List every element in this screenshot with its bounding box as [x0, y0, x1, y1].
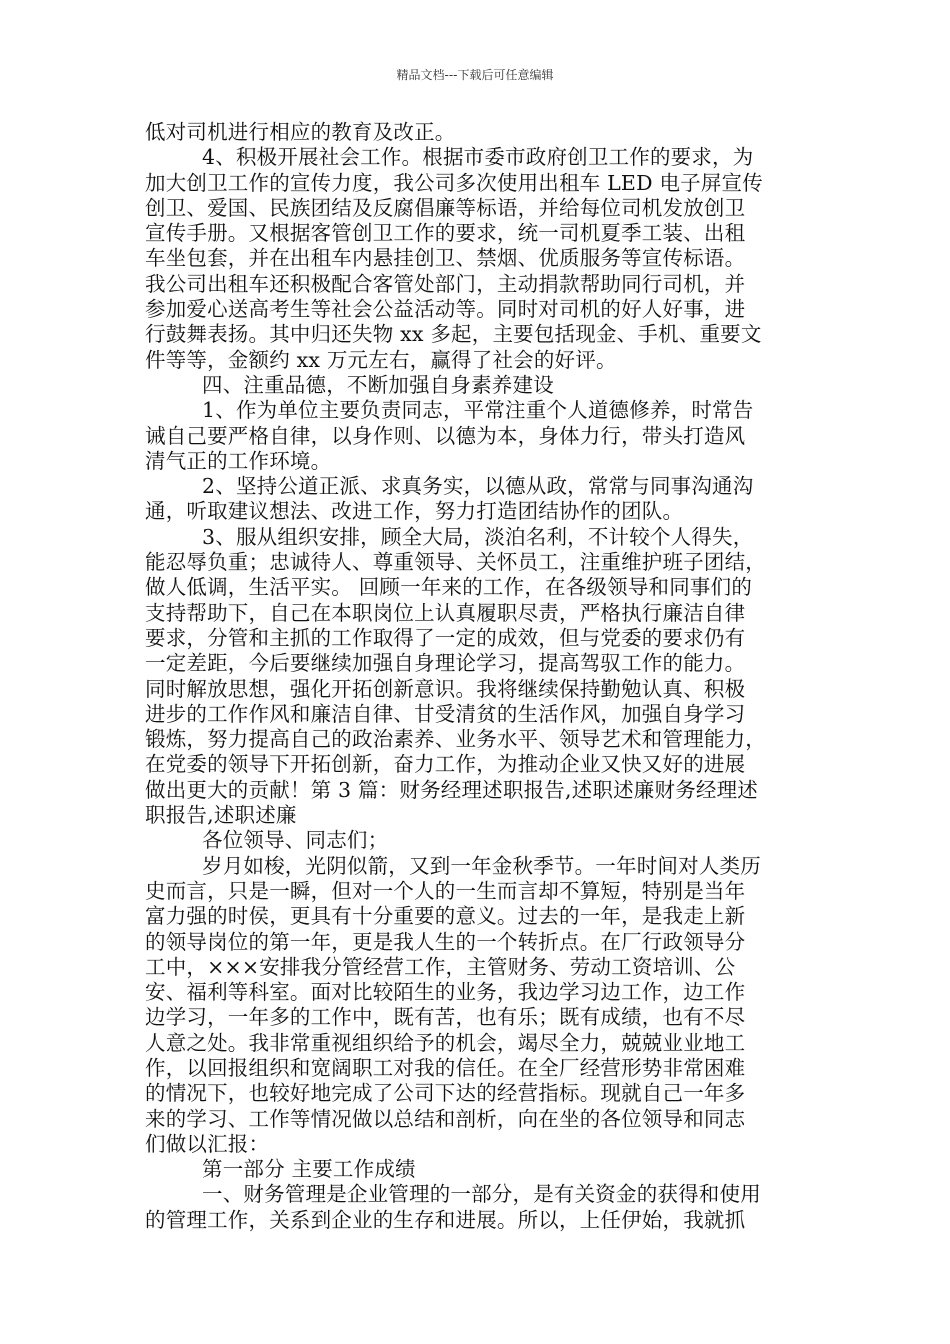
text-line: 工中，×××安排我分管经营工作，主管财务、劳动工资培训、公 [145, 954, 736, 979]
text-line: 1、作为单位主要负责同志，平常注重个人道德修养，时常告 [202, 398, 754, 423]
text-line: 第一部分 主要工作成绩 [202, 1157, 416, 1182]
text-line: 同时解放思想，强化开拓创新意识。我将继续保持勤勉认真、积极 [145, 676, 746, 701]
text-line: 人意之处。我非常重视组织给予的机会，竭尽全力，兢兢业业地工 [145, 1030, 746, 1055]
text-line: 们做以汇报： [145, 1131, 270, 1156]
text-line: 车坐包套，并在出租车内悬挂创卫、禁烟、优质服务等宣传标语。 [145, 246, 746, 271]
text-line: 岁月如梭，光阴似箭，又到一年金秋季节。一年时间对人类历 [202, 853, 761, 878]
text-line: 4、积极开展社会工作。根据市委市政府创卫工作的要求，为 [202, 145, 754, 170]
text-line: 锻炼，努力提高自己的政治素养、业务水平、领导艺术和管理能力， [145, 727, 766, 752]
text-line: 做出更大的贡献！第 3 篇：财务经理述职报告,述职述廉财务经理述 [145, 777, 758, 802]
text-line: 的情况下，也较好地完成了公司下达的经营指标。现就自己一年多 [145, 1081, 746, 1106]
text-line: 各位领导、同志们； [202, 828, 389, 853]
text-line: 参加爱心送高考生等社会公益活动等。同时对司机的好人好事，进 [145, 297, 746, 322]
text-line: 的管理工作，关系到企业的生存和进展。所以，上任伊始，我就抓 [145, 1207, 746, 1232]
document-body [145, 120, 815, 1233]
text-line: 史而言，只是一瞬，但对一个人的一生而言却不算短，特别是当年 [145, 878, 746, 903]
text-line: 低对司机进行相应的教育及改正。 [145, 120, 456, 144]
text-line: 进步的工作作风和廉洁自律、甘受清贫的生活作风，加强自身学习 [145, 701, 746, 726]
text-line: 一定差距，今后要继续加强自身理论学习，提高驾驭工作的能力。 [145, 651, 746, 676]
text-line: 创卫、爱国、民族团结及反腐倡廉等标语，并给每位司机发放创卫 [145, 195, 746, 220]
text-line: 我公司出租车还积极配合客管处部门，主动捐款帮助同行司机，并 [145, 271, 746, 296]
text-line: 做人低调，生活平实。 回顾一年来的工作，在各级领导和同事们的 [145, 575, 753, 600]
text-line: 富力强的时侯，更具有十分重要的意义。过去的一年，是我走上新 [145, 904, 746, 929]
text-line: 能忍辱负重；忠诚待人、尊重领导、关怀员工，注重维护班子团结， [145, 550, 766, 575]
text-line: 通，听取建议想法、改进工作，努力打造团结协作的团队。 [145, 499, 684, 524]
text-line: 一、财务管理是企业管理的一部分，是有关资金的获得和使用 [202, 1182, 761, 1207]
text-line: 在党委的领导下开拓创新，奋力工作，为推动企业又快又好的进展 [145, 752, 746, 777]
text-line: 来的学习、工作等情况做以总结和剖析，向在坐的各位领导和同志 [145, 1106, 746, 1131]
text-line: 加大创卫工作的宣传力度，我公司多次使用出租车 LED 电子屏宣传 [145, 170, 763, 195]
text-line: 安、福利等科室。面对比较陌生的业务，我边学习边工作，边工作 [145, 980, 746, 1005]
text-line: 作，以回报组织和宽阔职工对我的信任。在全厂经营形势非常困难 [145, 1055, 746, 1080]
text-line: 边学习，一年多的工作中，既有苦，也有乐；既有成绩，也有不尽 [145, 1005, 746, 1030]
text-line: 支持帮助下，自己在本职岗位上认真履职尽责，严格执行廉洁自律 [145, 600, 746, 625]
text-line: 2、坚持公道正派、求真务实，以德从政，常常与同事沟通沟 [202, 474, 754, 499]
page-header-watermark: 精品文档---下载后可任意编辑 [396, 68, 554, 82]
text-line: 行鼓舞表扬。其中归还失物 xx 多起，主要包括现金、手机、重要文 [145, 322, 762, 347]
text-line: 诫自己要严格自律，以身作则、以德为本，身体力行，带头打造风 [145, 423, 746, 448]
text-line: 职报告,述职述廉 [145, 803, 297, 828]
text-line: 宣传手册。又根据客管创卫工作的要求，统一司机夏季工装、出租 [145, 221, 746, 246]
text-line: 件等等，金额约 xx 万元左右，赢得了社会的好评。 [145, 347, 617, 372]
text-line: 的领导岗位的第一年，更是我人生的一个转折点。在厂行政领导分 [145, 929, 746, 954]
text-line: 3、服从组织安排，顾全大局，淡泊名利，不计较个人得失， [202, 524, 754, 549]
text-line: 清气正的工作环境。 [145, 448, 332, 473]
text-line: 四、注重品德，不断加强自身素养建设 [202, 372, 554, 397]
text-line: 要求，分管和主抓的工作取得了一定的成效，但与党委的要求仍有 [145, 625, 746, 650]
